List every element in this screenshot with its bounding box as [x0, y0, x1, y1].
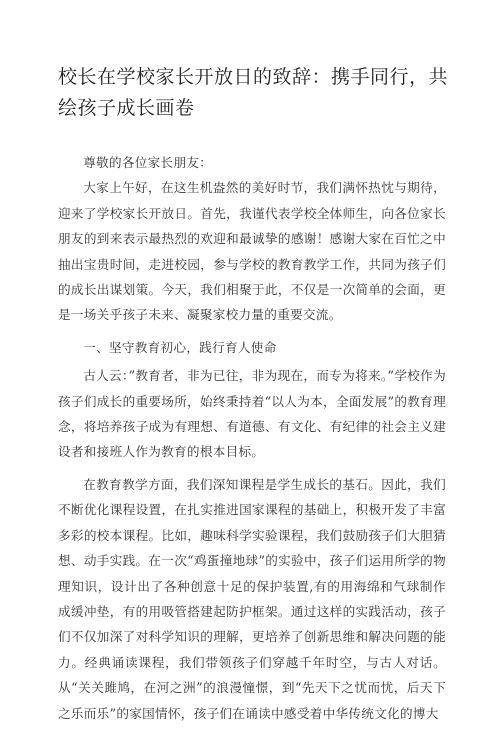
- document-body: [58, 150, 446, 733]
- section-1-paragraph-2: 在教育教学方面，我们深知课程是学生成长的基石。因此，我们不断优化课程设置，在扎实推进国家课程的基础上，积极开发了丰富多彩的校本课程。比如，趣味科学实验课程，我们鼓励孩子们大胆猜想、动手实践。在一次“鸡蛋撞地球”的实验中，孩子们运用所学的物理知识，设计出了各种创意十足的保护装置,有的用海绵和气球制作成缓冲垫，有的用吸管搭建起防护框架。通过这样的实践活动，孩子们不仅加深了对科学知识的理解，更培养了创新思维和解决问题的能力。经典诵读课程，我们带领孩子们穿越千年时空，与古人对话。从“关关雎鸠，在河之洲”的浪漫憧憬，到“先天下之忧而忧，后天下之乐而乐”的家国情怀，孩子们在诵读中感受着中华传统文化的博大: [58, 476, 446, 721]
- document-title: 校长在学校家长开放日的致辞：携手同行，共绘孩子成长画卷: [58, 66, 449, 119]
- section-1-paragraph-1: 古人云：”教育者，非为已往，非为现在，而专为将来。”学校作为孩子们成长的重要场所，始终秉持着“以人为本，全面发展”的教育理念，将培养孩子成为有理想、有道德、有文化、有纪律的社会主义建设者和接班人作为教育的根本目标。: [58, 368, 446, 460]
- salutation: 尊敬的各位家长朋友：: [83, 155, 213, 170]
- section-heading-1: 一、坚守教育初心，践行育人使命: [83, 339, 277, 355]
- intro-paragraph: 大家上午好，在这生机盎然的美好时节，我们满怀热忱与期待，迎来了学校家长开放日。首先，我谨代表学校全体师生，向各位家长朋友的到来表示最热烈的欢迎和最诚挚的感谢！感谢大家在百忙之中抽出宝贵时间，走进校园，参与学校的教育教学工作，共同为孩子们的成长出谋划策。今天，我们相聚于此，不仅是一次简单的会面，更是一场关乎孩子未来、凝聚家校力量的重要交流。: [58, 180, 446, 323]
